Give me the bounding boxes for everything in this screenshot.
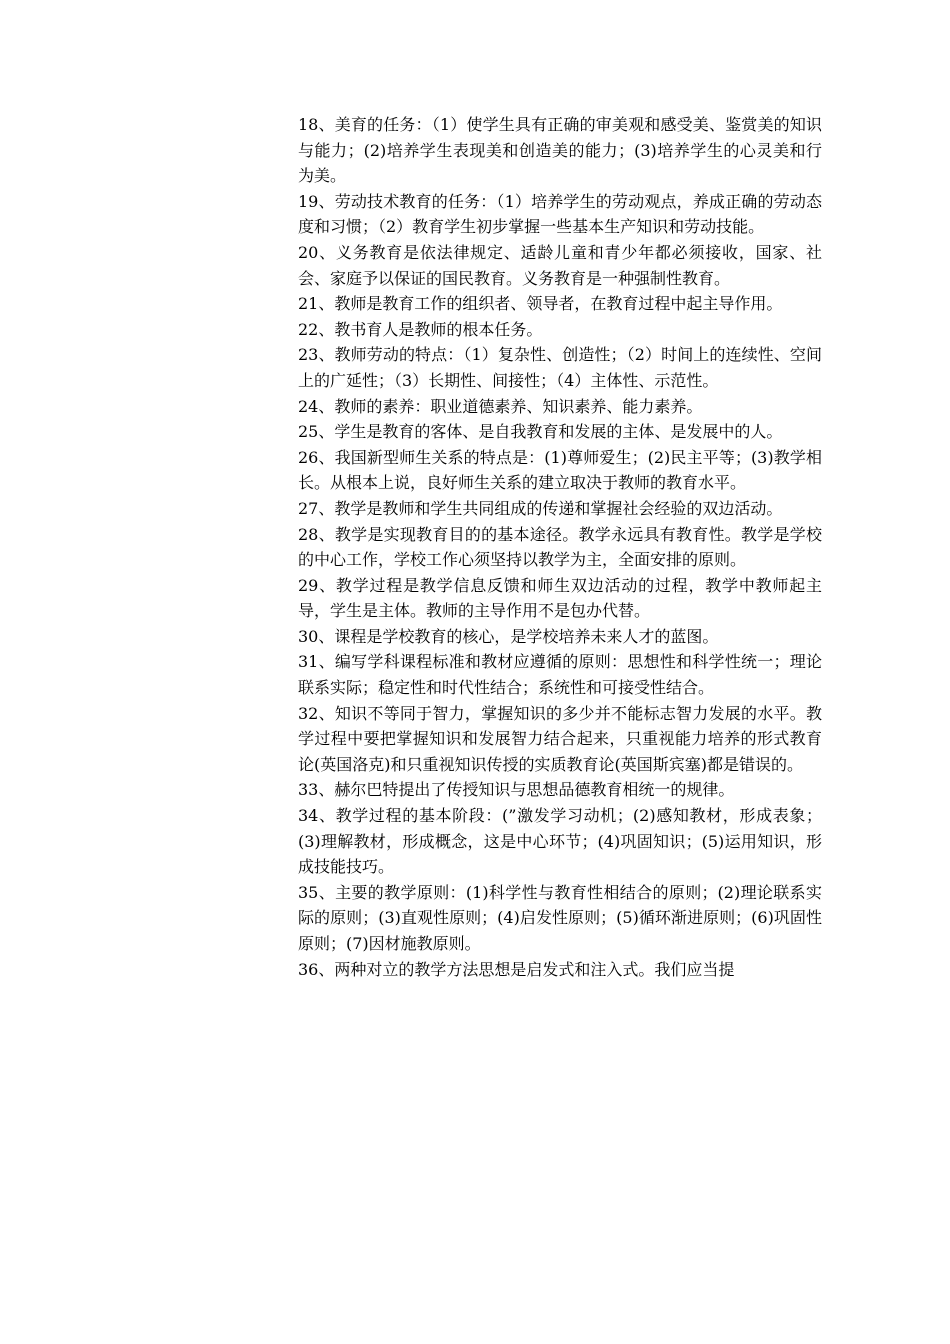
item-28: 28、教学是实现教育目的的基本途径。教学永远具有教育性。教学是学校的中心工作，学校工作心须坚持以教学为主，全面安排的原则。 xyxy=(298,524,822,570)
item-35: 35、主要的教学原则：(1)科学性与教育性相结合的原则；(2)理论联系实际的原则；(3)直观性原则；(4)启发性原则；(5)循环渐进原则；(6)巩固性原则；(7)因材施教原则。 xyxy=(298,882,822,953)
item-19: 19、劳动技术教育的任务：（1）培养学生的劳动观点，养成正确的劳动态度和习惯；（2）教育学生初步掌握一些基本生产知识和劳动技能。 xyxy=(298,191,822,237)
item-31: 31、编写学科课程标准和教材应遵循的原则：思想性和科学性统一；理论联系实际；稳定性和时代性结合；系统性和可接受性结合。 xyxy=(298,652,822,698)
item-29: 29、教学过程是教学信息反馈和师生双边活动的过程，教学中教师起主导，学生是主体。教师的主导作用不是包办代替。 xyxy=(298,575,822,621)
item-21: 21、教师是教育工作的组织者、领导者，在教育过程中起主导作用。 xyxy=(298,294,783,314)
item-25: 25、学生是教育的客体、是自我教育和发展的主体、是发展中的人。 xyxy=(298,422,783,442)
item-18: 18、美育的任务：（1）使学生具有正确的审美观和感受美、鉴赏美的知识与能力；(2)培养学生表现美和创造美的能力；(3)培养学生的心灵美和行为美。 xyxy=(298,115,822,186)
item-24: 24、教师的素养：职业道德素养、知识素养、能力素养。 xyxy=(298,396,703,416)
item-32: 32、知识不等同于智力，掌握知识的多少并不能标志智力发展的水平。教学过程中要把掌握知识和发展智力结合起来，只重视能力培养的形式教育论(英国洛克)和只重视知识传授的实质教育论(英国斯宾塞)都是错误的。 xyxy=(298,703,822,774)
item-22: 22、教书育人是教师的根本任务。 xyxy=(298,319,543,339)
item-23: 23、教师劳动的特点：（1）复杂性、创造性；（2）时间上的连续性、空间上的广延性；（3）长期性、间接性；（4）主体性、示范性。 xyxy=(298,345,822,390)
item-26: 26、我国新型师生关系的特点是：(1)尊师爱生；(2)民主平等；(3)教学相长。从根本上说，良好师生关系的建立取决于教师的教育水平。 xyxy=(298,447,822,493)
item-34: 34、教学过程的基本阶段：(”激发学习动机；(2)感知教材，形成表象；(3)理解教材，形成概念，这是中心环节；(4)巩固知识；(5)运用知识，形成技能技巧。 xyxy=(298,806,822,877)
item-20: 20、义务教育是依法律规定、适龄儿童和青少年都必须接收，国家、社会、家庭予以保证的国民教育。义务教育是一种强制性教育。 xyxy=(298,242,822,288)
item-33: 33、赫尔巴特提出了传授知识与思想品德教育相统一的规律。 xyxy=(298,780,735,800)
document-body xyxy=(298,112,822,982)
item-27: 27、教学是教师和学生共同组成的传递和掌握社会经验的双边活动。 xyxy=(298,498,783,518)
item-36: 36、两种对立的教学方法思想是启发式和注入式。我们应当提 xyxy=(298,959,735,979)
item-30: 30、课程是学校教育的核心，是学校培养未来人才的蓝图。 xyxy=(298,626,719,646)
